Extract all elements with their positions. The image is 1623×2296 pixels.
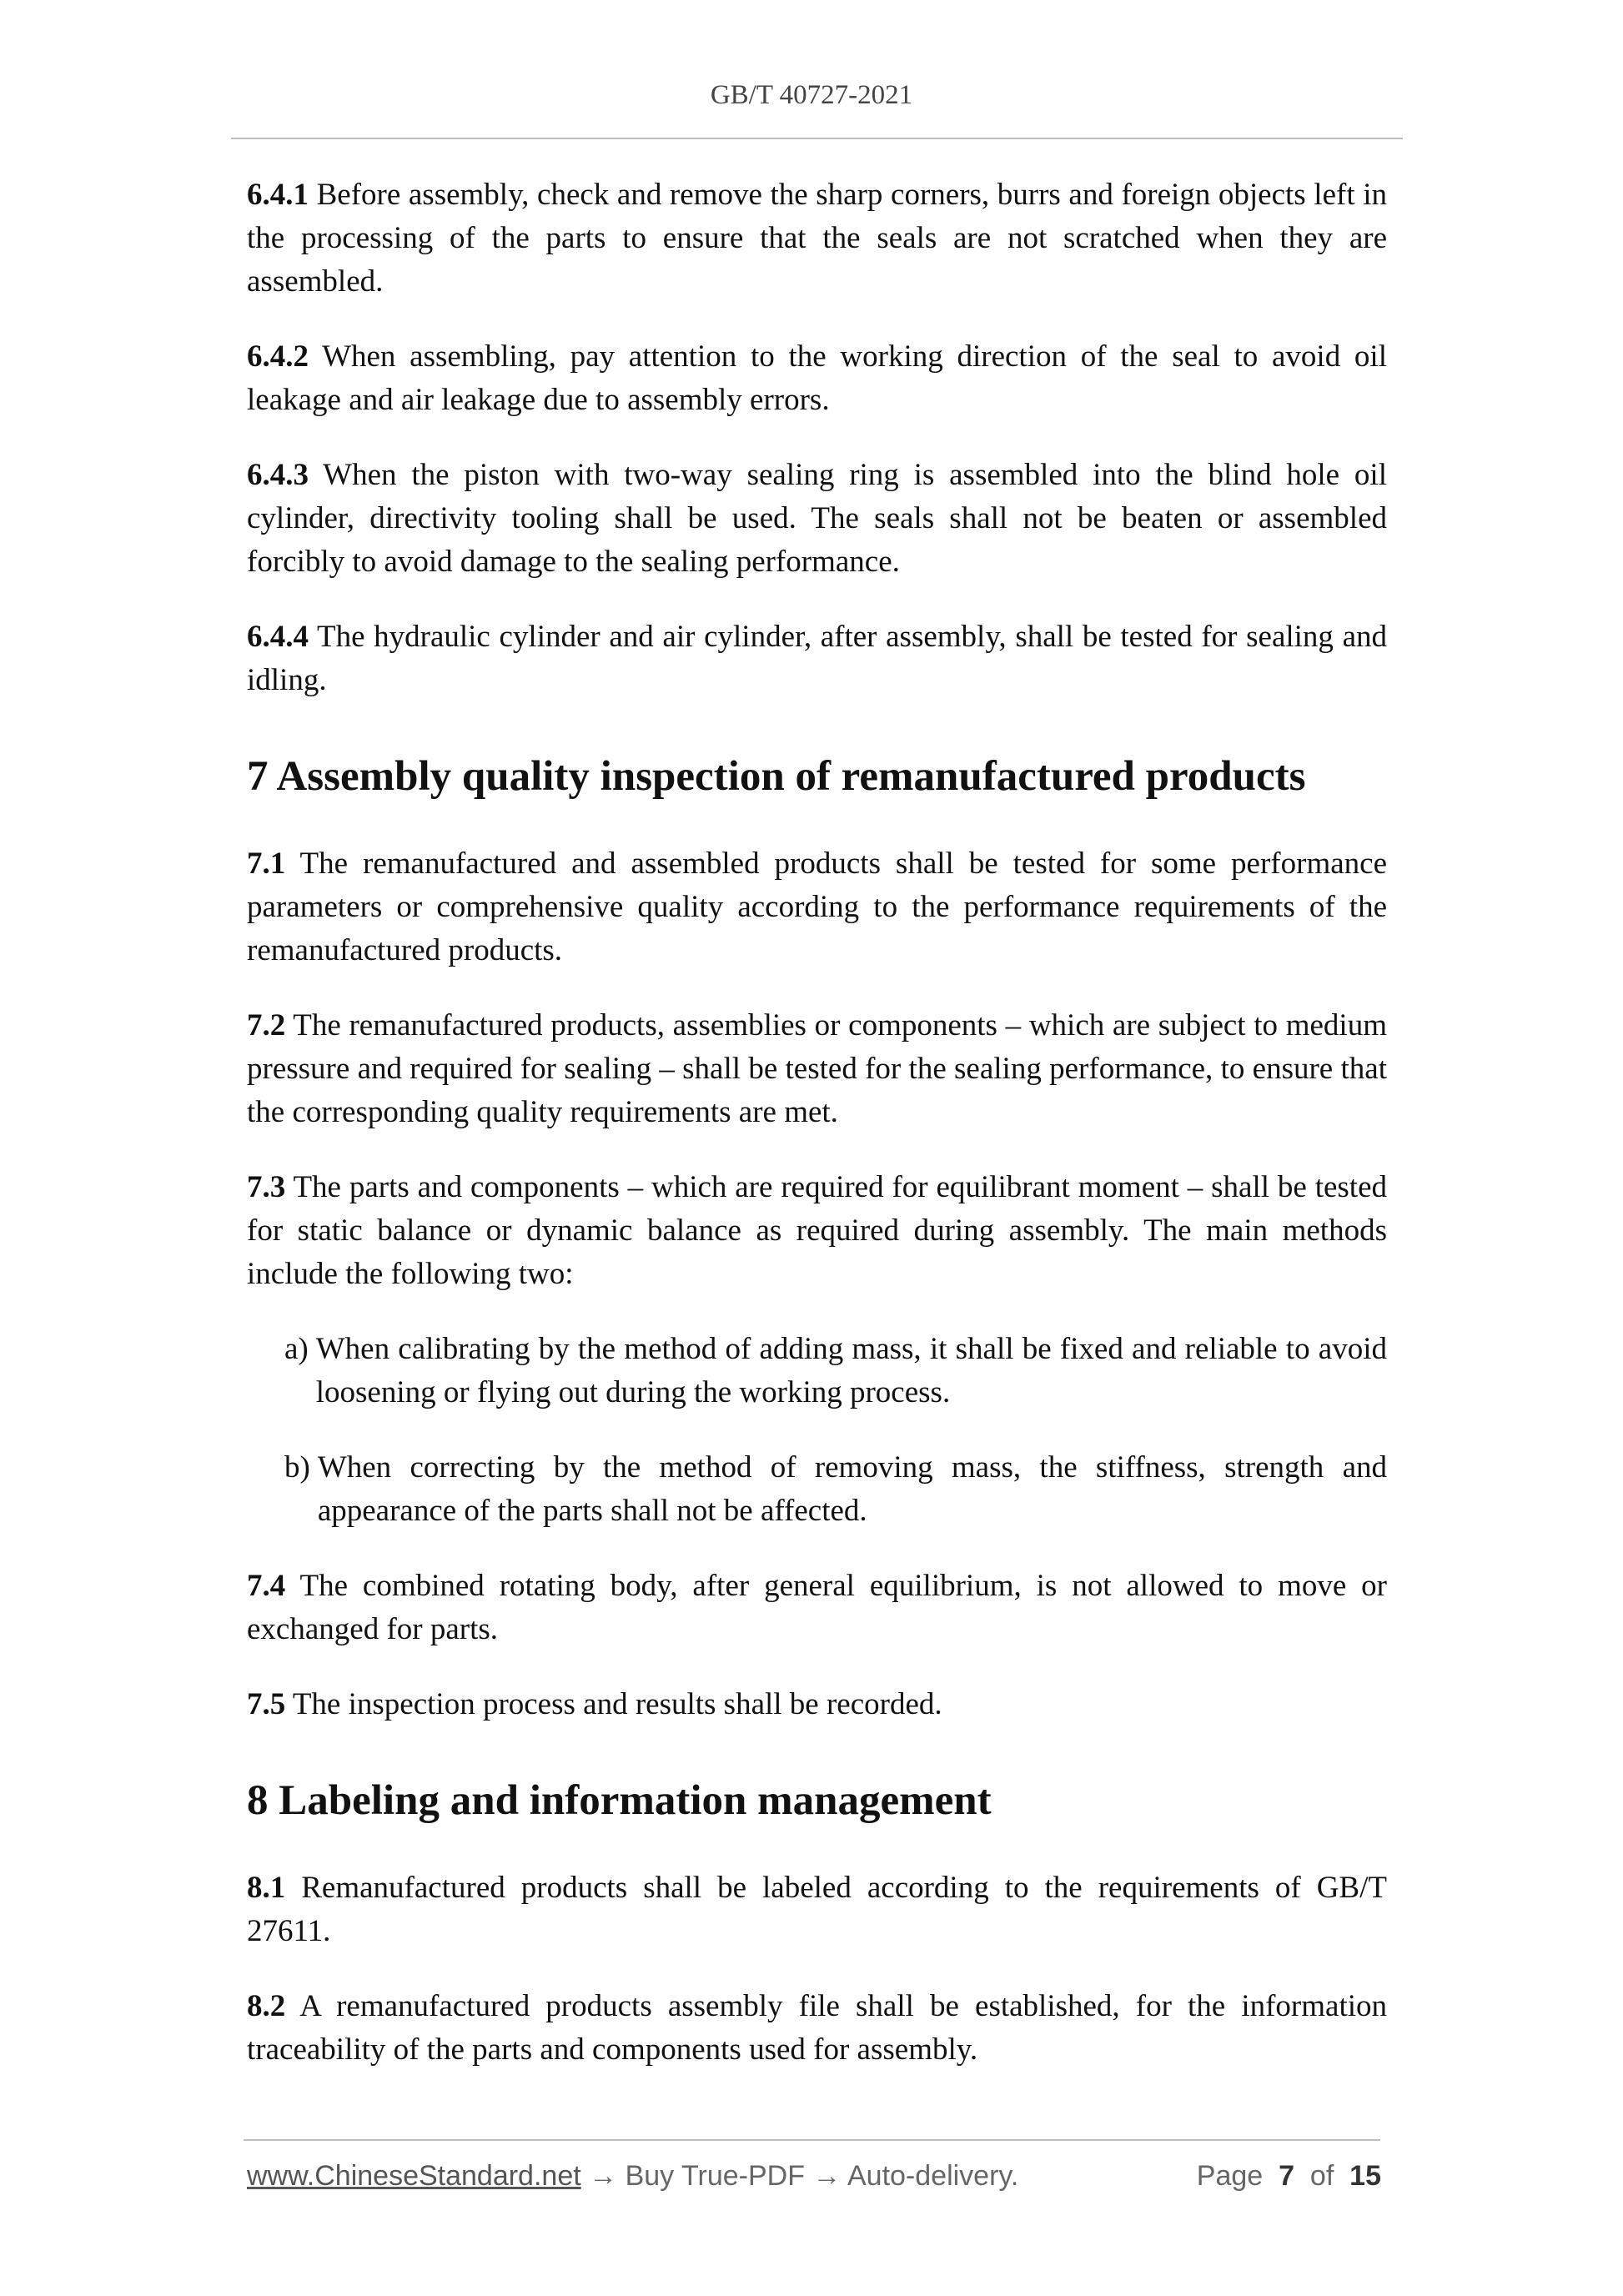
clause-number: 7.5 bbox=[247, 1687, 286, 1721]
clause-text: The inspection process and results shall be recorded. bbox=[285, 1687, 942, 1721]
clause-7-3 bbox=[247, 1166, 1387, 1296]
clause-number: 6.4.2 bbox=[247, 339, 309, 374]
total-pages-number: 15 bbox=[1349, 2160, 1381, 2192]
clause-text: When assembling, pay attention to the working direction of the seal to avoid oil leakage and air leakage due to assembly errors. bbox=[247, 339, 1387, 417]
clause-6-4-4 bbox=[247, 615, 1387, 702]
document-body bbox=[247, 173, 1387, 2103]
clause-text: A remanufactured products assembly file shall be established, for the information traceability of the parts and components used for assembly. bbox=[247, 1989, 1387, 2067]
clause-6-4-1 bbox=[247, 173, 1387, 304]
clause-6-4-3 bbox=[247, 454, 1387, 584]
clause-text: When the piston with two-way sealing ring is assembled into the blind hole oil cylinder, directivity tooling shall be used. The seals shall not be beaten or assembled forcibly to avoid damage to the sealing performance. bbox=[247, 458, 1387, 579]
website-link[interactable]: www.ChineseStandard.net bbox=[247, 2160, 581, 2192]
list-item-text: When calibrating by the method of adding mass, it shall be fixed and reliable to avoid loosening or flying out during the working process. bbox=[315, 1332, 1387, 1409]
clause-8-1 bbox=[247, 1866, 1387, 1953]
clause-7-1 bbox=[247, 842, 1387, 972]
clause-text: The combined rotating body, after general equilibrium, is not allowed to move or exchanged for parts. bbox=[247, 1569, 1387, 1646]
page-footer bbox=[247, 2160, 1381, 2202]
list-marker: b) bbox=[284, 1450, 310, 1485]
page-label: Page bbox=[1196, 2160, 1264, 2192]
clause-number: 7.3 bbox=[247, 1170, 286, 1204]
footer-divider bbox=[244, 2139, 1380, 2141]
clause-7-4 bbox=[247, 1565, 1387, 1651]
section-heading-8: 8 Labeling and information management bbox=[247, 1777, 992, 1824]
clause-number: 6.4.3 bbox=[247, 458, 309, 492]
footer-tagline: → Buy True-PDF → Auto-delivery. bbox=[580, 2160, 1019, 2192]
document-code-header: GB/T 40727-2021 bbox=[710, 80, 913, 110]
list-item-a bbox=[284, 1328, 1387, 1414]
list-item-b bbox=[284, 1446, 1387, 1533]
clause-text: The hydraulic cylinder and air cylinder, after assembly, shall be tested for sealing and idling. bbox=[247, 620, 1387, 697]
clause-number: 7.4 bbox=[247, 1569, 286, 1603]
current-page-number: 7 bbox=[1279, 2160, 1294, 2192]
clause-number: 6.4.4 bbox=[247, 620, 309, 654]
clause-text: The parts and components – which are required for equilibrant moment – shall be tested for static balance or dynamic balance as required during assembly. The main methods include the following two: bbox=[247, 1170, 1387, 1291]
clause-8-2 bbox=[247, 1985, 1387, 2072]
clause-number: 6.4.1 bbox=[247, 178, 309, 212]
clause-7-2 bbox=[247, 1004, 1387, 1134]
header-divider bbox=[231, 138, 1403, 139]
list-item-text: When correcting by the method of removing mass, the stiffness, strength and appearance of the parts shall not be affected. bbox=[317, 1450, 1387, 1528]
section-heading-7: 7 Assembly quality inspection of remanufactured products bbox=[247, 753, 1306, 800]
clause-number: 7.2 bbox=[247, 1008, 286, 1042]
clause-text: The remanufactured products, assemblies or components – which are subject to medium pressure and required for sealing – shall be tested for the sealing performance, to ensure that the corresponding quality requirements are met. bbox=[247, 1008, 1387, 1129]
clause-number: 8.1 bbox=[247, 1871, 286, 1905]
page-of-label: of bbox=[1309, 2160, 1334, 2192]
clause-6-4-2 bbox=[247, 335, 1387, 422]
page-indicator bbox=[1197, 2160, 1381, 2193]
clause-number: 7.1 bbox=[247, 847, 286, 881]
clause-text: The remanufactured and assembled products shall be tested for some performance parameters or comprehensive quality according to the performance requirements of the remanufactured products. bbox=[247, 847, 1387, 967]
clause-number: 8.2 bbox=[247, 1989, 286, 2023]
clause-7-5 bbox=[247, 1683, 1387, 1726]
clause-text: Remanufactured products shall be labeled according to the requirements of GB/T 27611. bbox=[247, 1871, 1387, 1948]
list-marker: a) bbox=[284, 1332, 309, 1366]
footer-left bbox=[247, 2160, 1018, 2193]
clause-text: Before assembly, check and remove the sharp corners, burrs and foreign objects left in the processing of the parts to ensure that the seals are not scratched when they are assembled. bbox=[247, 178, 1387, 299]
